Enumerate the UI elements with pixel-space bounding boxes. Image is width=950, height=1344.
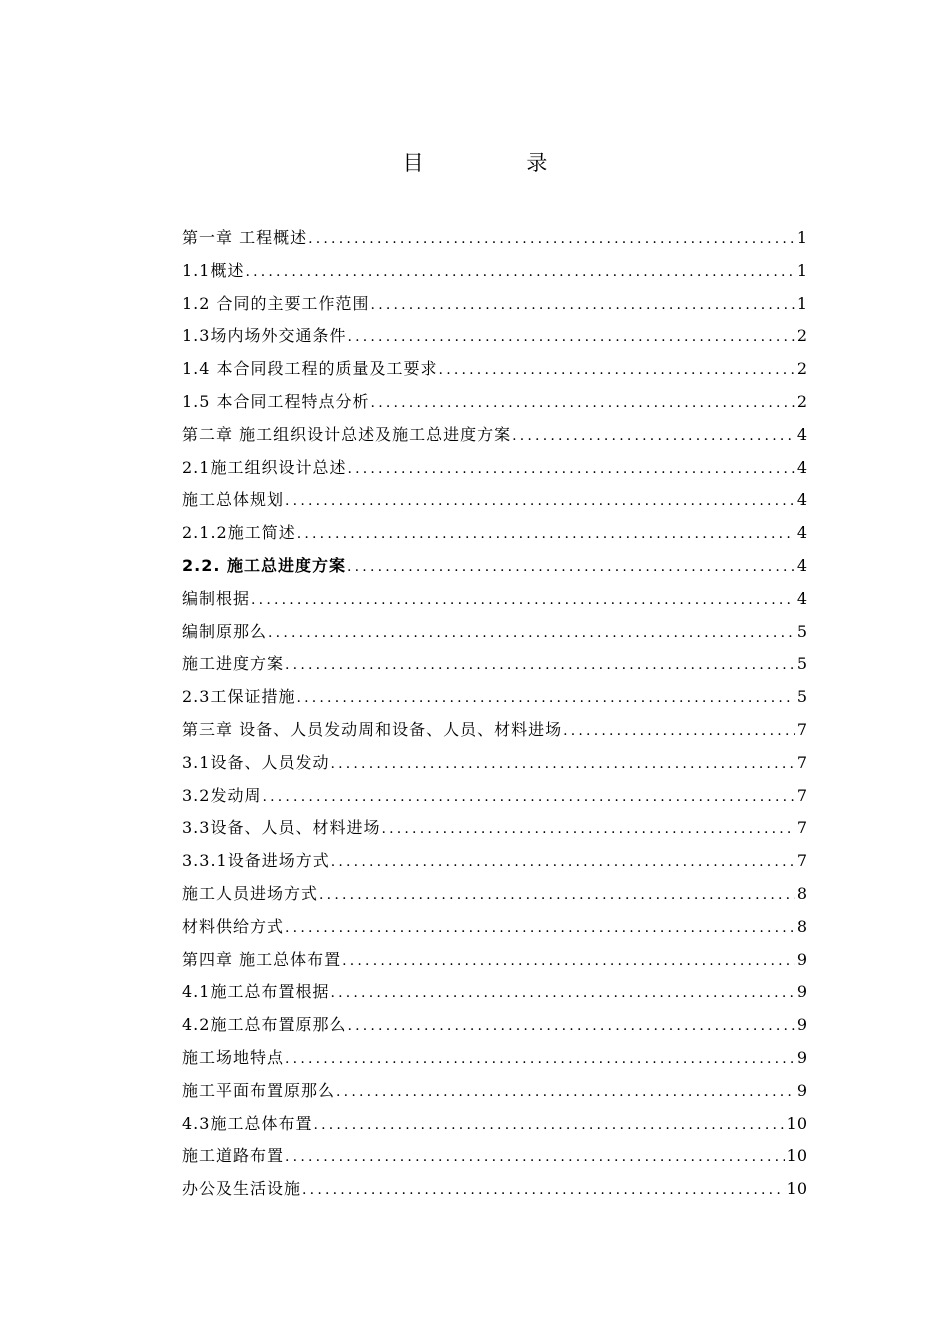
page-title: 目 录	[402, 151, 596, 175]
toc-entry-title: 施工平面布置原那么	[182, 1080, 336, 1100]
toc-page-number: 1	[796, 228, 807, 247]
toc-entry-title: 施工人员进场方式	[182, 883, 319, 903]
toc-dot-leader	[285, 649, 795, 682]
toc-page-number: 10	[786, 1146, 807, 1166]
toc-entry-title: 第四章 施工总体布置	[182, 949, 342, 969]
toc-page-number: 9	[796, 949, 807, 969]
toc-entry[interactable]	[182, 320, 807, 353]
toc-dot-leader	[330, 748, 794, 781]
toc-dot-leader	[342, 945, 795, 978]
toc-entry[interactable]	[182, 1173, 807, 1206]
toc-entry-title: 办公及生活设施	[182, 1179, 302, 1199]
toc-dot-leader	[302, 1174, 785, 1207]
toc-entry[interactable]	[182, 648, 807, 681]
toc-dot-leader	[285, 1043, 795, 1076]
toc-page-number: 9	[796, 1047, 807, 1067]
toc-entry[interactable]	[182, 583, 807, 616]
toc-entry-title: 1.5 本合同工程特点分析	[182, 391, 370, 411]
toc-dot-leader	[439, 354, 795, 387]
toc-entry[interactable]	[182, 255, 807, 288]
toc-dot-leader	[313, 1109, 784, 1142]
toc-page-number: 7	[796, 851, 807, 871]
toc-entry[interactable]	[182, 386, 807, 419]
toc-dot-leader	[347, 551, 795, 584]
toc-page-number: 9	[796, 1015, 807, 1035]
toc-page-number: 7	[796, 752, 807, 772]
toc-dot-leader	[347, 453, 794, 486]
toc-page-number: 4	[796, 424, 807, 444]
toc-entry[interactable]	[182, 878, 807, 911]
toc-page-number: 4	[796, 588, 807, 608]
toc-entry[interactable]	[182, 944, 807, 977]
toc-entry[interactable]	[182, 681, 807, 714]
toc-entry[interactable]	[182, 353, 807, 386]
toc-entry-title: 第二章 施工组织设计总述及施工总进度方案	[182, 424, 512, 444]
toc-page-number: 8	[796, 883, 807, 903]
toc-entry-title: 施工总体规划	[182, 490, 285, 510]
toc-dot-leader	[245, 256, 794, 289]
toc-page-number: 7	[796, 719, 807, 739]
toc-entry-title: 2.1施工组织设计总述	[182, 457, 347, 477]
toc-entry[interactable]	[182, 1075, 807, 1108]
toc-entry[interactable]	[182, 714, 807, 747]
toc-entry[interactable]	[182, 288, 807, 321]
toc-entry-title: 2.3工保证措施	[182, 687, 296, 707]
toc-dot-leader	[371, 289, 795, 322]
toc-dot-leader	[308, 223, 795, 256]
table-of-contents	[182, 222, 807, 1206]
toc-page-number: 4	[796, 555, 807, 575]
toc-dot-leader	[336, 1076, 795, 1109]
toc-entry-title: 1.4 本合同段工程的质量及工要求	[182, 359, 438, 379]
toc-entry-title: 3.3设备、人员、材料进场	[182, 818, 381, 838]
toc-dot-leader	[347, 321, 794, 354]
toc-page-number: 4	[796, 523, 807, 543]
toc-entry-title: 1.2 合同的主要工作范围	[182, 293, 370, 313]
toc-entry-title: 1.3场内场外交通条件	[182, 326, 347, 346]
toc-page-number: 9	[796, 982, 807, 1002]
toc-entry[interactable]	[182, 1042, 807, 1075]
toc-entry[interactable]	[182, 1009, 807, 1042]
toc-entry-title: 2.2. 施工总进度方案	[182, 555, 346, 575]
toc-entry-title: 2.1.2施工简述	[182, 523, 296, 543]
toc-dot-leader	[330, 977, 794, 1010]
toc-dot-leader	[381, 813, 794, 846]
toc-entry-title: 材料供给方式	[182, 916, 285, 936]
toc-dot-leader	[371, 387, 795, 420]
toc-entry[interactable]	[182, 419, 807, 452]
toc-entry-title: 4.2施工总布置原那么	[182, 1015, 347, 1035]
toc-page-number: 10	[786, 1179, 807, 1199]
toc-dot-leader	[319, 879, 795, 912]
toc-page-number: 2	[796, 326, 807, 346]
toc-dot-leader	[268, 617, 795, 650]
toc-entry[interactable]	[182, 780, 807, 813]
toc-entry[interactable]	[182, 976, 807, 1009]
toc-dot-leader	[262, 781, 794, 814]
toc-page-number: 9	[796, 1080, 807, 1100]
toc-dot-leader	[347, 1010, 794, 1043]
toc-dot-leader	[297, 518, 795, 551]
toc-page-number: 2	[796, 359, 807, 379]
toc-entry[interactable]	[182, 747, 807, 780]
toc-entry[interactable]	[182, 1108, 807, 1141]
toc-entry[interactable]	[182, 222, 807, 255]
toc-dot-leader	[285, 485, 795, 518]
toc-dot-leader	[296, 682, 794, 715]
toc-entry[interactable]	[182, 812, 807, 845]
toc-page-number: 7	[796, 818, 807, 838]
toc-dot-leader	[251, 584, 795, 617]
toc-entry-title: 第三章 设备、人员发动周和设备、人员、材料进场	[182, 719, 563, 739]
toc-entry[interactable]	[182, 1140, 807, 1173]
toc-entry-title: 4.3施工总体布置	[182, 1113, 313, 1133]
toc-entry[interactable]	[182, 484, 807, 517]
toc-entry-title: 施工进度方案	[182, 654, 285, 674]
toc-entry-title: 3.1设备、人员发动	[182, 752, 330, 772]
toc-page-number: 4	[796, 490, 807, 510]
toc-entry[interactable]	[182, 845, 807, 878]
toc-dot-leader	[563, 715, 795, 748]
toc-page-number: 5	[796, 654, 807, 674]
toc-dot-leader	[512, 420, 795, 453]
toc-page-number: 5	[796, 621, 807, 641]
toc-page-number: 1	[796, 293, 807, 313]
toc-entry-title: 1.1概述	[182, 260, 245, 280]
toc-entry[interactable]	[182, 452, 807, 485]
toc-page-number: 1	[796, 260, 807, 280]
toc-entry-title: 编制根据	[182, 588, 251, 608]
toc-entry-title: 施工场地特点	[182, 1047, 285, 1067]
toc-entry[interactable]	[182, 550, 807, 583]
toc-page-number: 8	[796, 916, 807, 936]
toc-page-number: 4	[796, 457, 807, 477]
toc-dot-leader	[285, 912, 795, 945]
toc-entry-title: 4.1施工总布置根据	[182, 982, 330, 1002]
toc-entry-title: 第一章 工程概述	[182, 228, 308, 247]
toc-entry[interactable]	[182, 616, 807, 649]
toc-page-number: 5	[796, 687, 807, 707]
toc-page-number: 2	[796, 391, 807, 411]
toc-entry-title: 编制原那么	[182, 621, 268, 641]
toc-entry-title: 3.2发动周	[182, 785, 262, 805]
toc-entry[interactable]	[182, 517, 807, 550]
toc-dot-leader	[285, 1141, 785, 1174]
toc-page-number: 10	[786, 1113, 807, 1133]
toc-entry-title: 3.3.1设备进场方式	[182, 851, 330, 871]
toc-entry[interactable]	[182, 911, 807, 944]
toc-page-number: 7	[796, 785, 807, 805]
toc-dot-leader	[331, 846, 795, 879]
toc-entry-title: 施工道路布置	[182, 1146, 285, 1166]
